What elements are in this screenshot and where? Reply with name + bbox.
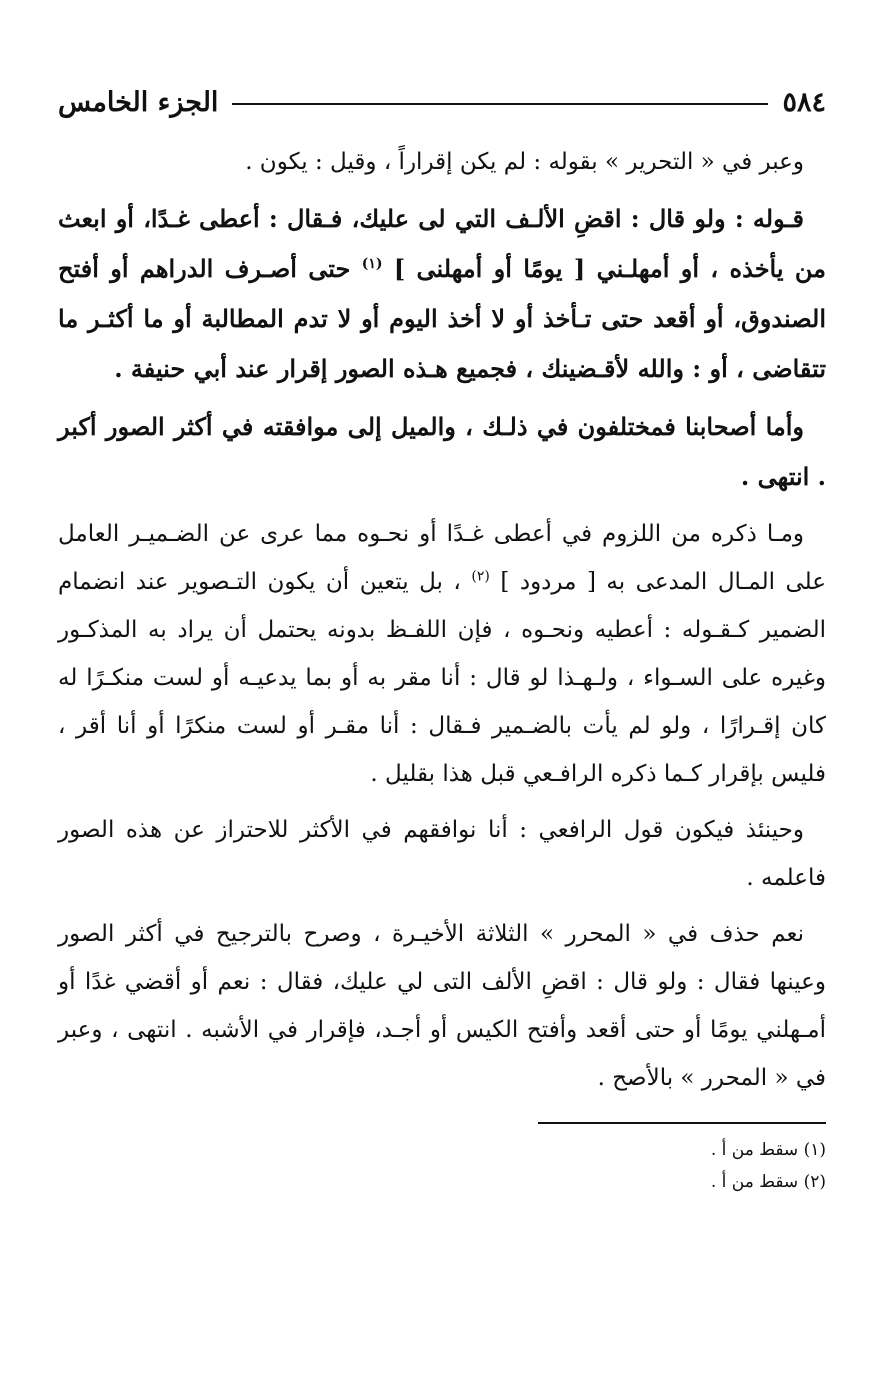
paragraph-6-text: نعم حذف في « المحرر » الثلاثة الأخيـرة ، وصرح بالترجيح في أكثر الصور وعينها فقال : ولو قال : اقضِ الألف التى لي عليك، فقال : نعم أو أقضي غدًا أو أمـهلني يومًا أو حتى أقعد وأفتح الكيس أو أجـد، فإقرار في الأشبه . انتهى ، وعبر في « المحرر » بالأصح . (58, 921, 826, 1091)
page-header (58, 72, 826, 132)
paragraph-6 (58, 910, 826, 1102)
paragraph-3-text: وأما أصحابنا فمختلفون في ذلـك ، والميل إلى موافقته في أكثر الصور أكبر . انتهى . (58, 412, 826, 491)
paragraph-4 (58, 510, 826, 798)
paragraph-1 (58, 138, 826, 186)
footnotes (58, 1134, 826, 1198)
main-text (58, 138, 826, 1102)
paragraph-5-text: وحينئذ فيكون قول الرافعي : أنا نوافقهم في الأكثر للاحتراز عن هذه الصور فاعلمه . (58, 817, 826, 891)
paragraph-2-tail: حتى أصـرف الدراهم أو أفتح الصندوق، أو أقعد حتى تـأخذ أو لا أخذ اليوم أو لا تدم المطالبة أو ما أكثـر ما تتقاضى ، أو : والله لأقـضينك ، فجميع هـذه الصور إقرار عند أبي حنيفة . (58, 254, 826, 383)
page-number: ٥٨٤ (782, 86, 826, 118)
paragraph-3 (58, 402, 826, 502)
part-title: الجزء الخامس (58, 86, 219, 118)
book-page (58, 72, 826, 1332)
footnote-2: (٢) سقط من أ . (710, 1172, 826, 1192)
paragraph-4-tail: ، بل يتعين أن يكون التـصوير عند انضمام الضمير كـقـوله : أعطيه ونحـوه ، فإن اللفـظ بدونه يحتمل أن يراد به المذكـور وغيره على السـواء ، ولـهـذا لو قال : أنا مقر به أو بما يدعيـه أو لست منكـرًا له كان إقـرارًا ، ولو لم يأت بالضـمير فـقال : أنا مقـر أو لست منكرًا أو أنا أقر ، فليس بإقرار كـما ذكره الرافـعي قبل هذا بقليل . (58, 569, 826, 787)
header-rule (232, 103, 768, 105)
paragraph-4-text: ومـا ذكره من اللزوم في أعطى غـدًا أو نحـوه مما عرى عن الضـميـر العامل على المـال المدعى به [ مردود ] (58, 521, 827, 595)
paragraph-5 (58, 806, 826, 902)
footnote-marker-2[interactable]: (٢) (471, 568, 490, 585)
footnote-1: (١) سقط من أ . (710, 1140, 826, 1160)
paragraph-1-text: وعبر في « التحرير » بقوله : لم يكن إقراراً ، وقيل : يكون . (245, 149, 804, 175)
paragraph-2 (58, 194, 826, 394)
footnote-marker-1[interactable]: (١) (361, 256, 383, 272)
paragraph-2-text: قـوله : ولو قال : اقضِ الألـف التي لى عليك، فـقال : أعطى غـدًا، أو ابعث من يأخذه ، أو أمهلـني [ يومًا أو أمهلنى ] (58, 204, 827, 283)
footnote-separator (538, 1122, 826, 1124)
